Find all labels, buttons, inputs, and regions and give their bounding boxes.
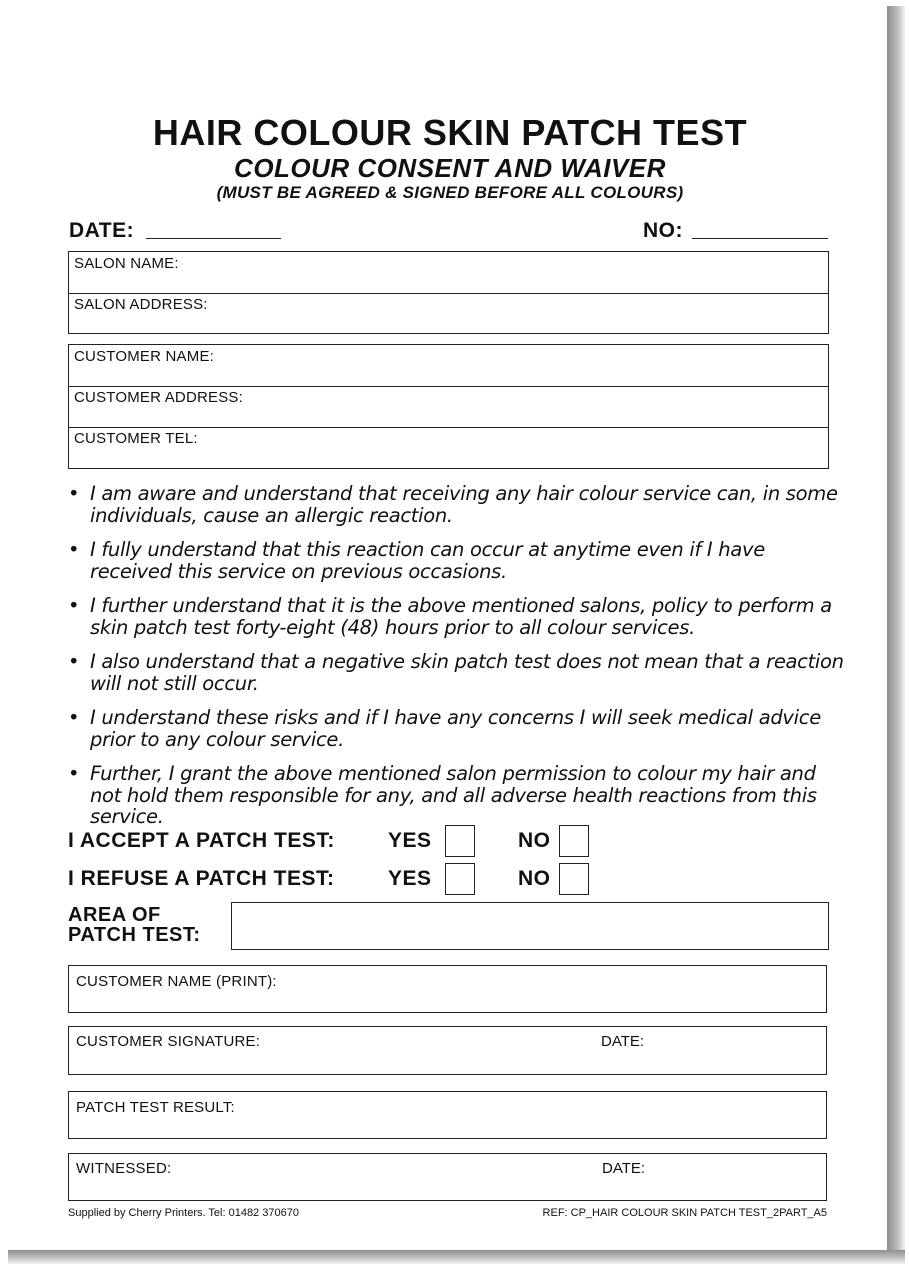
reference-code: REF: CP_HAIR COLOUR SKIN PATCH TEST_2PART_A5 (542, 1207, 827, 1219)
bullet-icon: • (68, 650, 80, 673)
form-note: (MUST BE AGREED & SIGNED BEFORE ALL COLOURS) (216, 183, 684, 202)
statement-text: I am aware and understand that receiving any hair colour service can, in some individuals, cause an allergic reaction. (90, 482, 838, 527)
patch-test-result-field[interactable] (68, 1091, 827, 1139)
refuse-yes-checkbox[interactable] (445, 863, 475, 895)
customer-print-name-field[interactable] (68, 965, 827, 1013)
bullet-icon: • (68, 762, 80, 785)
customer-print-name-label: CUSTOMER NAME (PRINT): (76, 973, 277, 990)
signature-date-label: DATE: (601, 1033, 645, 1050)
bullet-icon: • (68, 594, 80, 617)
customer-tel-field[interactable] (69, 427, 828, 468)
page-shadow-bottom (8, 1250, 905, 1264)
customer-name-label: CUSTOMER NAME: (74, 348, 215, 365)
supplier-note: Supplied by Cherry Printers. Tel: 01482 370670 (68, 1207, 299, 1219)
area-label-line-2: PATCH TEST: (68, 924, 201, 946)
list-item (68, 539, 848, 582)
salon-address-label: SALON ADDRESS: (74, 296, 208, 313)
refuse-yes-label: YES (388, 867, 432, 890)
customer-address-field[interactable] (69, 386, 828, 428)
refuse-no-label: NO (518, 867, 551, 890)
salon-box (68, 251, 829, 334)
accept-no-checkbox[interactable] (559, 825, 589, 857)
customer-signature-field[interactable] (68, 1026, 827, 1075)
customer-address-label: CUSTOMER ADDRESS: (74, 389, 243, 406)
salon-name-label: SALON NAME: (74, 255, 179, 272)
statement-text: Further, I grant the above mentioned salon permission to colour my hair and not hold them responsible for any, and all adverse health reactions from this service. (90, 762, 817, 828)
list-item (68, 595, 848, 638)
statement-text: I further understand that it is the above mentioned salons, policy to perform a skin patch test forty-eight (48) hours prior to all colour services. (90, 594, 832, 639)
customer-signature-label: CUSTOMER SIGNATURE: (76, 1033, 261, 1050)
customer-tel-label: CUSTOMER TEL: (74, 430, 198, 447)
statement-text: I fully understand that this reaction can occur at anytime even if I have received this service on previous occasions. (90, 538, 765, 583)
statement-text: I understand these risks and if I have any concerns I will seek medical advice prior to any colour service. (90, 706, 821, 751)
witnessed-date-label: DATE: (602, 1160, 646, 1177)
date-label: DATE: (69, 219, 135, 242)
area-label-line-1: AREA OF (68, 904, 161, 926)
bullet-icon: • (68, 482, 80, 505)
accept-yes-checkbox[interactable] (445, 825, 475, 857)
patch-test-result-label: PATCH TEST RESULT: (76, 1099, 235, 1116)
customer-box (68, 344, 829, 469)
list-item (68, 707, 848, 750)
refuse-patch-label: I REFUSE A PATCH TEST: (68, 867, 335, 890)
witnessed-label: WITNESSED: (76, 1160, 172, 1177)
list-item (68, 763, 848, 828)
date-field[interactable] (146, 238, 281, 239)
accept-no-label: NO (518, 829, 551, 852)
list-item (68, 651, 848, 694)
accept-yes-label: YES (388, 829, 432, 852)
salon-name-field[interactable] (69, 252, 828, 294)
statement-text: I also understand that a negative skin patch test does not mean that a reaction will not still occur. (90, 650, 844, 695)
no-label: NO: (643, 219, 683, 242)
bullet-icon: • (68, 706, 80, 729)
salon-address-field[interactable] (69, 293, 828, 333)
bullet-icon: • (68, 538, 80, 561)
witnessed-field[interactable] (68, 1153, 827, 1201)
list-item (68, 483, 848, 526)
consent-statements (68, 483, 848, 841)
form-subtitle: COLOUR CONSENT AND WAIVER (234, 153, 666, 183)
form-title: HAIR COLOUR SKIN PATCH TEST (152, 112, 748, 153)
customer-name-field[interactable] (69, 345, 828, 387)
accept-patch-label: I ACCEPT A PATCH TEST: (68, 829, 335, 852)
area-of-patch-test-field[interactable] (231, 902, 829, 950)
no-field[interactable] (692, 238, 828, 239)
refuse-no-checkbox[interactable] (559, 863, 589, 895)
